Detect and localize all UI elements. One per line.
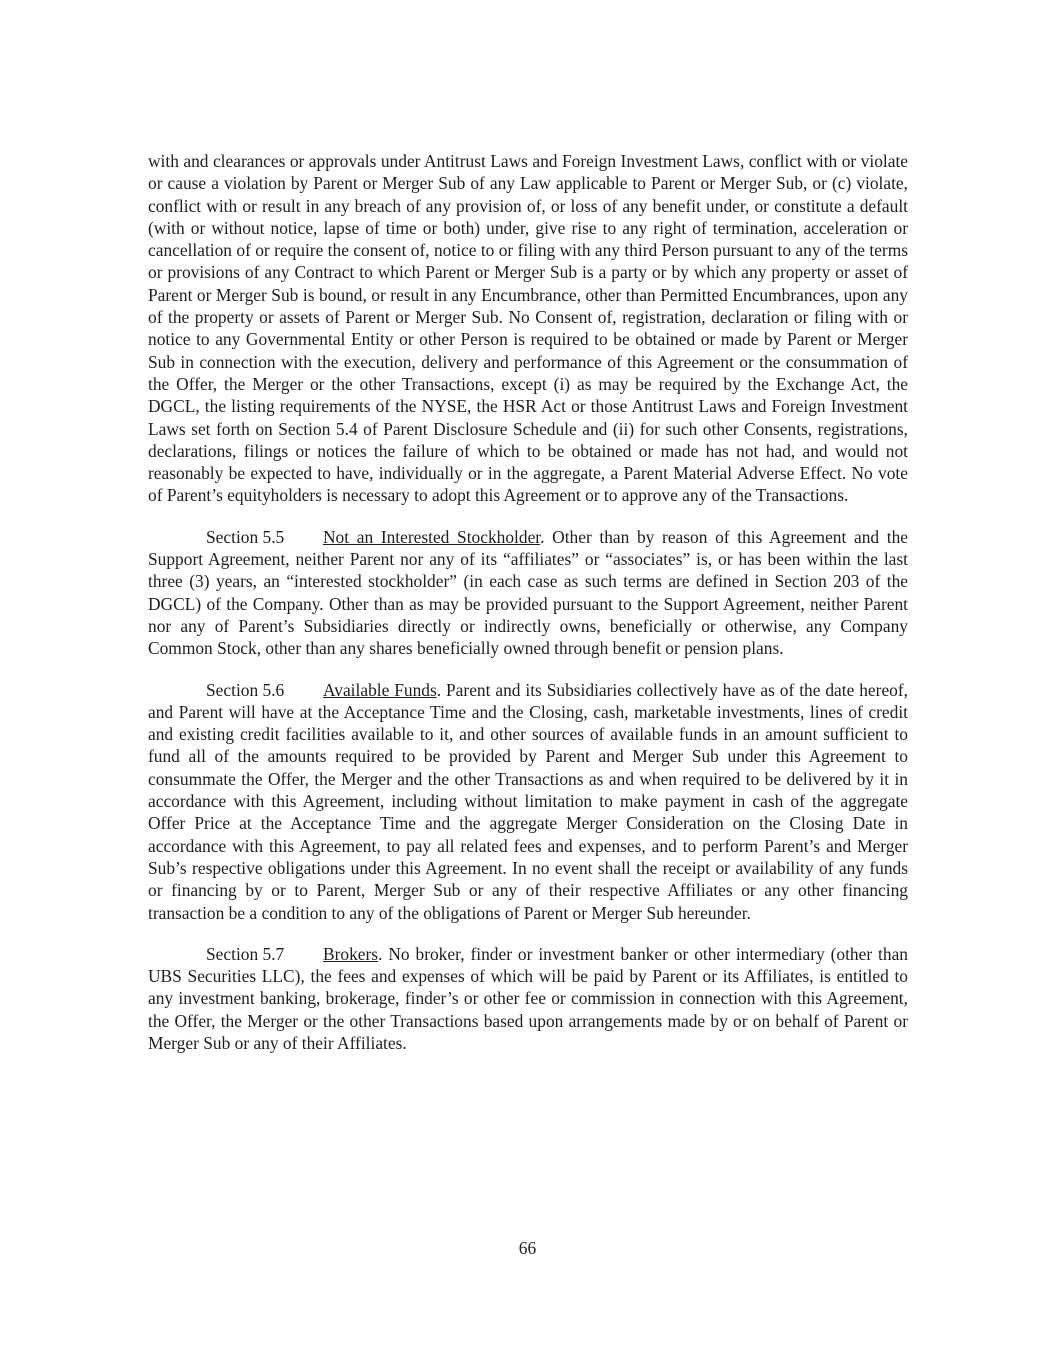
section-text: . No broker, finder or investment banker or other intermediary (other than UBS Securities LLC), the fees and expenses of which will be paid by Parent or its Affiliates, is entitled to any investment banking, brokerage, finder’s or other fee or commission in connection with this Agreement, the Offer, the Merger or the other Transactions based upon arrangements made by or on behalf of Parent or Merger Sub or any of their Affiliates.	[148, 943, 908, 1053]
section-number: Section 5.5	[206, 526, 285, 547]
section-text: . Other than by reason of this Agreement and the Support Agreement, neither Parent nor any of its “affiliates” or “associates” is, or has been within the last three (3) years, an “interested stockholder” (in each case as such terms are defined in Section 203 of the DGCL) of the Company. Other than as may be provided pursuant to the Support Agreement, neither Parent nor any of Parent’s Subsidiaries directly or indirectly owns, beneficially or otherwise, any Company Common Stock, other than any shares beneficially owned through benefit or pension plans.	[148, 526, 908, 659]
section-number: Section 5.6	[206, 679, 285, 700]
page-body	[148, 150, 908, 1073]
section-5-6-paragraph	[148, 679, 908, 924]
section-text: . Parent and its Subsidiaries collectively have as of the date hereof, and Parent will have at the Acceptance Time and the Closing, cash, marketable investments, lines of credit and existing credit facilities available to it, and other sources of available funds in an amount sufficient to fund all of the amounts required to be provided by Parent and Merger Sub under this Agreement to consummate the Offer, the Merger and the other Transactions as and when required to be delivered by it in accordance with this Agreement, including without limitation to make payment in cash of the aggregate Offer Price at the Acceptance Time and the aggregate Merger Consideration on the Closing Date in accordance with this Agreement, to pay all related fees and expenses, and to perform Parent’s and Merger Sub’s respective obligations under this Agreement. In no event shall the receipt or availability of any funds or financing by or to Parent, Merger Sub or any of their respective Affiliates or any other financing transaction be a condition to any of the obligations of Parent or Merger Sub hereunder.	[148, 679, 908, 923]
page-number: 66	[518, 1238, 537, 1258]
continuation-paragraph: with and clearances or approvals under Antitrust Laws and Foreign Investment Laws, conflict with or violate or cause a violation by Parent or Merger Sub of any Law applicable to Parent or Merger Sub, or (c) violate, conflict with or result in any breach of any provision of, or loss of any benefit under, or constitute a default (with or without notice, lapse of time or both) under, give rise to any right of termination, acceleration or cancellation of or require the consent of, notice to or filing with any third Person pursuant to any of the terms or provisions of any Contract to which Parent or Merger Sub is a party or by which any property or asset of Parent or Merger Sub is bound, or result in any Encumbrance, other than Permitted Encumbrances, upon any of the property or assets of Parent or Merger Sub. No Consent of, registration, declaration or filing with or notice to any Governmental Entity or other Person is required to be obtained or made by Parent or Merger Sub in connection with the execution, delivery and performance of this Agreement or the consummation of the Offer, the Merger or the other Transactions, except (i) as may be required by the Exchange Act, the DGCL, the listing requirements of the NYSE, the HSR Act or those Antitrust Laws and Foreign Investment Laws set forth on Section 5.4 of Parent Disclosure Schedule and (ii) for such other Consents, registrations, declarations, filings or notices the failure of which to be obtained or made has not had, and would not reasonably be expected to have, individually or in the aggregate, a Parent Material Adverse Effect. No vote of Parent’s equityholders is necessary to adopt this Agreement or to approve any of the Transactions.	[148, 151, 908, 506]
section-5-5-paragraph	[148, 526, 908, 660]
section-number: Section 5.7	[206, 943, 285, 964]
section-5-7-paragraph	[148, 943, 908, 1054]
section-heading: Brokers	[323, 943, 379, 964]
section-heading: Not an Interested Stockholder	[323, 526, 541, 547]
section-heading: Available Funds	[323, 679, 437, 700]
